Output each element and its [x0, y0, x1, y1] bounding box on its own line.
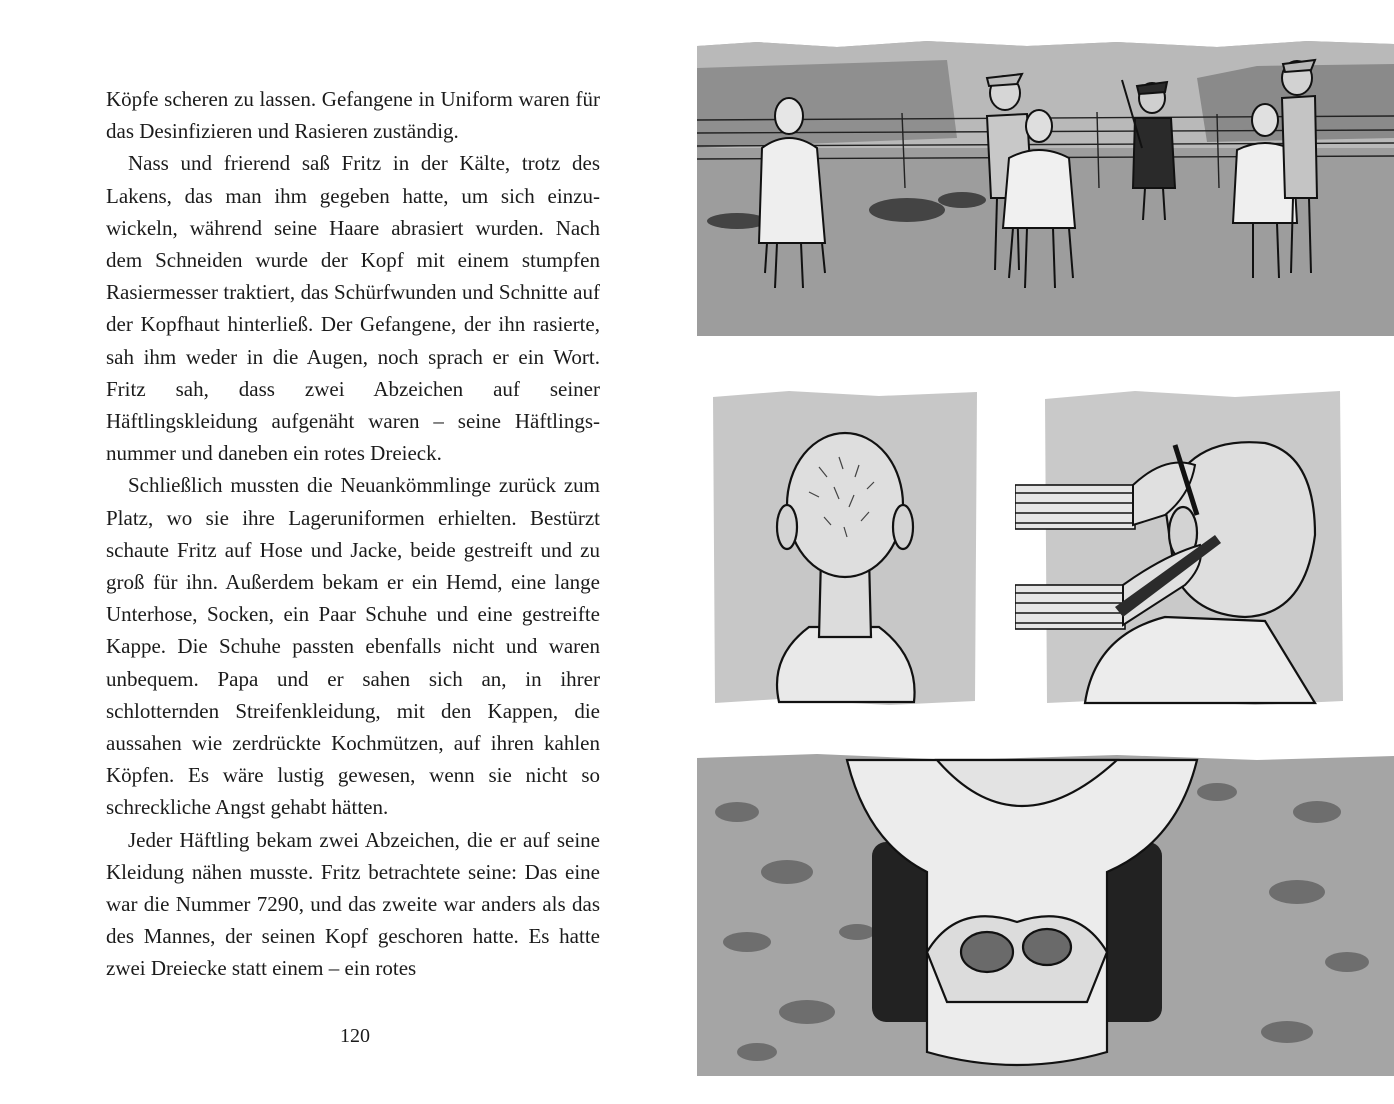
panel-camp-shaving-scene	[697, 38, 1394, 338]
page-number: 120	[340, 1025, 370, 1047]
paragraph-shaving: Nass und frierend saß Fritz in der Kälte, trotz des Lakens, das man ihm gegeben hatte, um sich einzuwickeln, während seine Haare abrasiert wurden. Nach dem Schneiden wurde der Kopf mit einem stumpfen Rasiermesser traktiert, das Schürfwunden und Schnitte auf der Kopfhaut hinterließ. Der Gefangene, der ihn rasierte, sah ihm weder in die Augen, noch sprach er ein Wort. Fritz sah, dass zwei Abzeichen auf seiner Häftlingskleidung aufgenäht waren – seine Häftlingsnummer und daneben ein rotes Dreieck.	[106, 151, 600, 466]
panel-razor-shaving	[1015, 385, 1394, 707]
paragraph-badges: Jeder Häftling bekam zwei Abzeichen, die er auf seine Kleidung nähen musste. Fritz betrachtete seine: Das eine war die Nummer 7290, und das zweite war anders als das des Mannes, der seinen Kopf geschoren hatte. Es hatte zwei Dreiecke statt einem – ein rotes	[106, 827, 600, 981]
panel-top-down-prisoner	[697, 752, 1394, 1078]
striped-sleeve-lower	[1015, 585, 1125, 629]
paragraph-continued: Köpfe scheren zu lassen. Gefangene in Uniform waren für das Desinfizieren und Rasieren zuständig.	[106, 87, 600, 144]
camp-shaving-illustration	[697, 38, 1394, 338]
striped-sleeve-upper	[1015, 485, 1135, 529]
top-down-prisoner-illustration	[697, 752, 1394, 1078]
razor-shaving-illustration	[1015, 385, 1394, 707]
shaved-head-back-illustration	[709, 387, 981, 707]
right-page	[697, 0, 1394, 1104]
panel-shaved-head-back	[709, 387, 981, 707]
body-text	[106, 83, 600, 985]
paragraph-uniforms: Schließlich mussten die Neuankömmlinge zurück zum Platz, wo sie ihre Lageruniformen erhielten. Bestürzt schaute Fritz auf Hose und Jacke, beide gestreift und zu groß für ihn. Außerdem bekam er ein Hemd, eine lange Unterhose, Socken, ein Paar Schuhe und eine gestreifte Kappe. Die Schuhe passten ebenfalls nicht und waren unbequem. Papa und er sahen sich an, in ihrer schlotternden Streifenkleidung, mit den Kappen, die aussahen wie zerdrückte Kochmützen, auf ihren kahlen Köpfen. Es wäre lustig gewesen, wenn sie nicht so schreckliche Angst gehabt hätten.	[106, 473, 600, 820]
